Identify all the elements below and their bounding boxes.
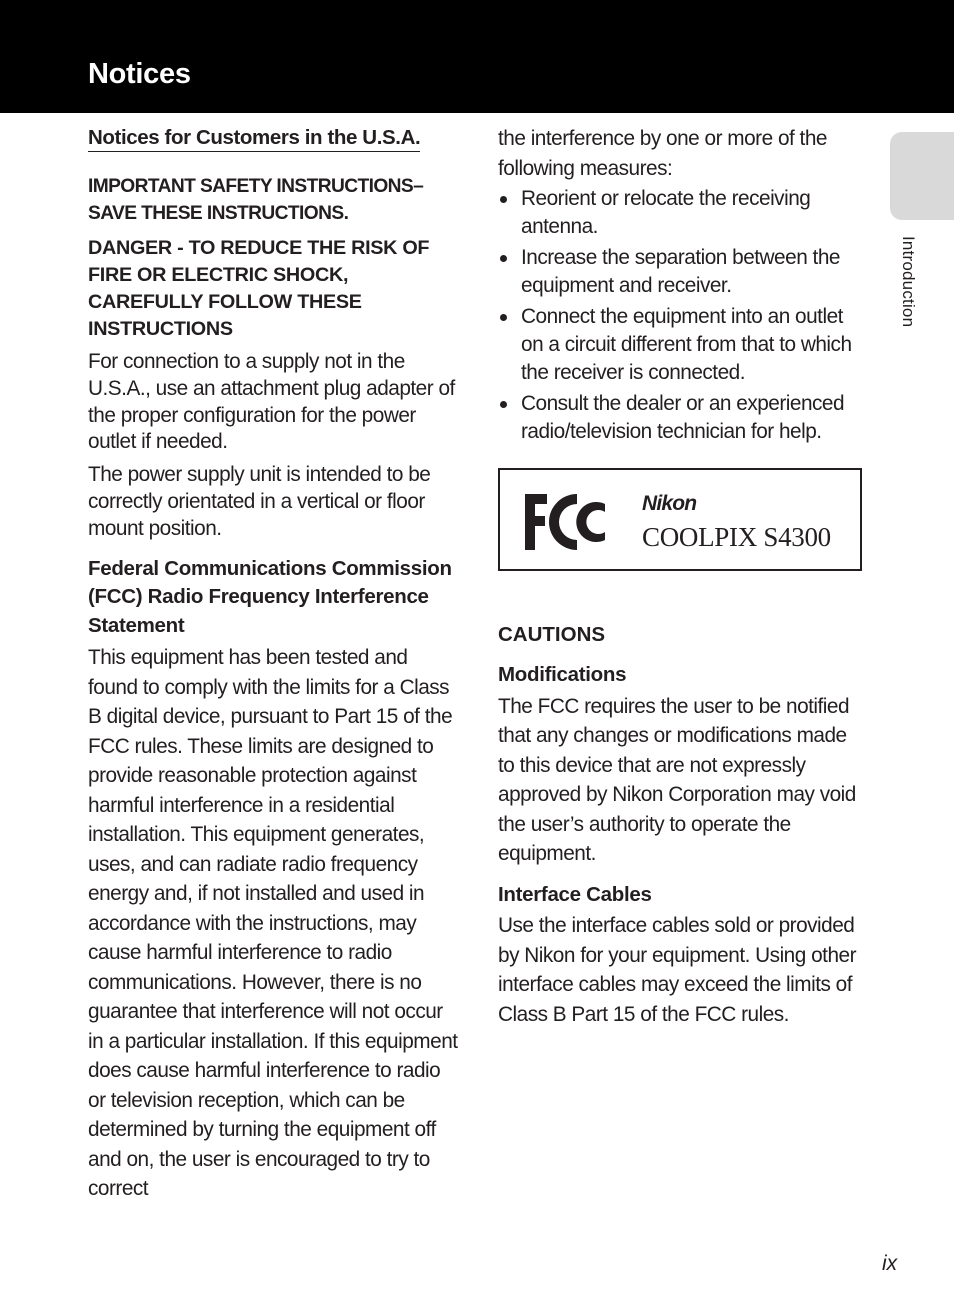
interface-cables-paragraph: Use the interface cables sold or provided by Nikon for your equipment. Using other interface cables may exceed the limits of Class B Part 15 of the FCC rules. xyxy=(498,914,856,1026)
modifications-paragraph: The FCC requires the user to be notified that any changes or modifications made to this device that are not expressly approved by Nikon Corporation may void the user’s authority to operate the equipment. xyxy=(498,694,856,866)
section-heading: Notices for Customers in the U.S.A. xyxy=(88,124,420,152)
page-number: ix xyxy=(882,1252,898,1275)
nikon-logo: Nikon xyxy=(642,492,697,515)
fcc-statement-heading: Federal Communications Commission (FCC) Radio Frequency Interference Statement xyxy=(88,556,452,637)
header-bar xyxy=(0,0,954,113)
power-supply-paragraph: The power supply unit is intended to be correctly orientated in a vertical or floor mount position. xyxy=(88,463,431,540)
right-column xyxy=(498,124,868,1029)
bullet-icon xyxy=(500,401,507,408)
bullet-icon xyxy=(500,255,507,262)
danger-warning: DANGER - TO REDUCE THE RISK OF FIRE OR ELECTRIC SHOCK, CAREFULLY FOLLOW THESE INSTRUCTIONS xyxy=(88,237,430,340)
list-item xyxy=(498,303,868,387)
list-item-text: Reorient or relocate the receiving antenna. xyxy=(521,187,811,238)
safety-instructions xyxy=(88,174,458,227)
list-item xyxy=(498,185,868,241)
bullet-icon xyxy=(500,314,507,321)
left-column xyxy=(88,124,458,1204)
continued-paragraph: the interference by one or more of the following measures: xyxy=(498,127,827,180)
list-item xyxy=(498,244,868,300)
plug-adapter-paragraph: For connection to a supply not in the U.S.A., use an attachment plug adapter of the proper configuration for the power outlet if needed. xyxy=(88,350,455,454)
list-item-text: Increase the separation between the equipment and receiver. xyxy=(521,246,840,297)
list-item-text: Connect the equipment into an outlet on a circuit different from that to which the receiver is connected. xyxy=(521,305,852,384)
list-item-text: Consult the dealer or an experienced radio/television technician for help. xyxy=(521,392,845,443)
modifications-heading: Modifications xyxy=(498,663,627,686)
interface-cables-heading: Interface Cables xyxy=(498,882,652,906)
fcc-logo-icon xyxy=(525,494,607,550)
section-tab[interactable] xyxy=(890,132,954,220)
safety-line-2: SAVE THESE INSTRUCTIONS. xyxy=(88,202,349,224)
measures-list xyxy=(498,185,868,446)
safety-line-1: IMPORTANT SAFETY INSTRUCTIONS– xyxy=(88,176,424,197)
fcc-compliance-box xyxy=(498,468,862,571)
section-tab-label: Introduction xyxy=(899,236,918,328)
bullet-icon xyxy=(500,196,507,203)
page-title: Notices xyxy=(88,58,191,90)
cautions-heading: CAUTIONS xyxy=(498,623,606,646)
list-item xyxy=(498,390,868,446)
model-name: COOLPIX S4300 xyxy=(642,522,831,552)
fcc-statement-paragraph: This equipment has been tested and found to comply with the limits for a Class B digital device, pursuant to Part 15 of the FCC rules. These limits are designed to provide reasonable protection against harmful interference in a residential installation. This equipment generates, uses, and can radiate radio frequency energy and, if not installed and used in accordance with the instructions, may cause harmful interference to radio communications. However, there is no guarantee that interference will not occur in a particular installation. If this equipment does cause harmful interference to radio or television reception, which can be determined by turning the equipment off and on, the user is encouraged to try to correct xyxy=(88,646,458,1201)
